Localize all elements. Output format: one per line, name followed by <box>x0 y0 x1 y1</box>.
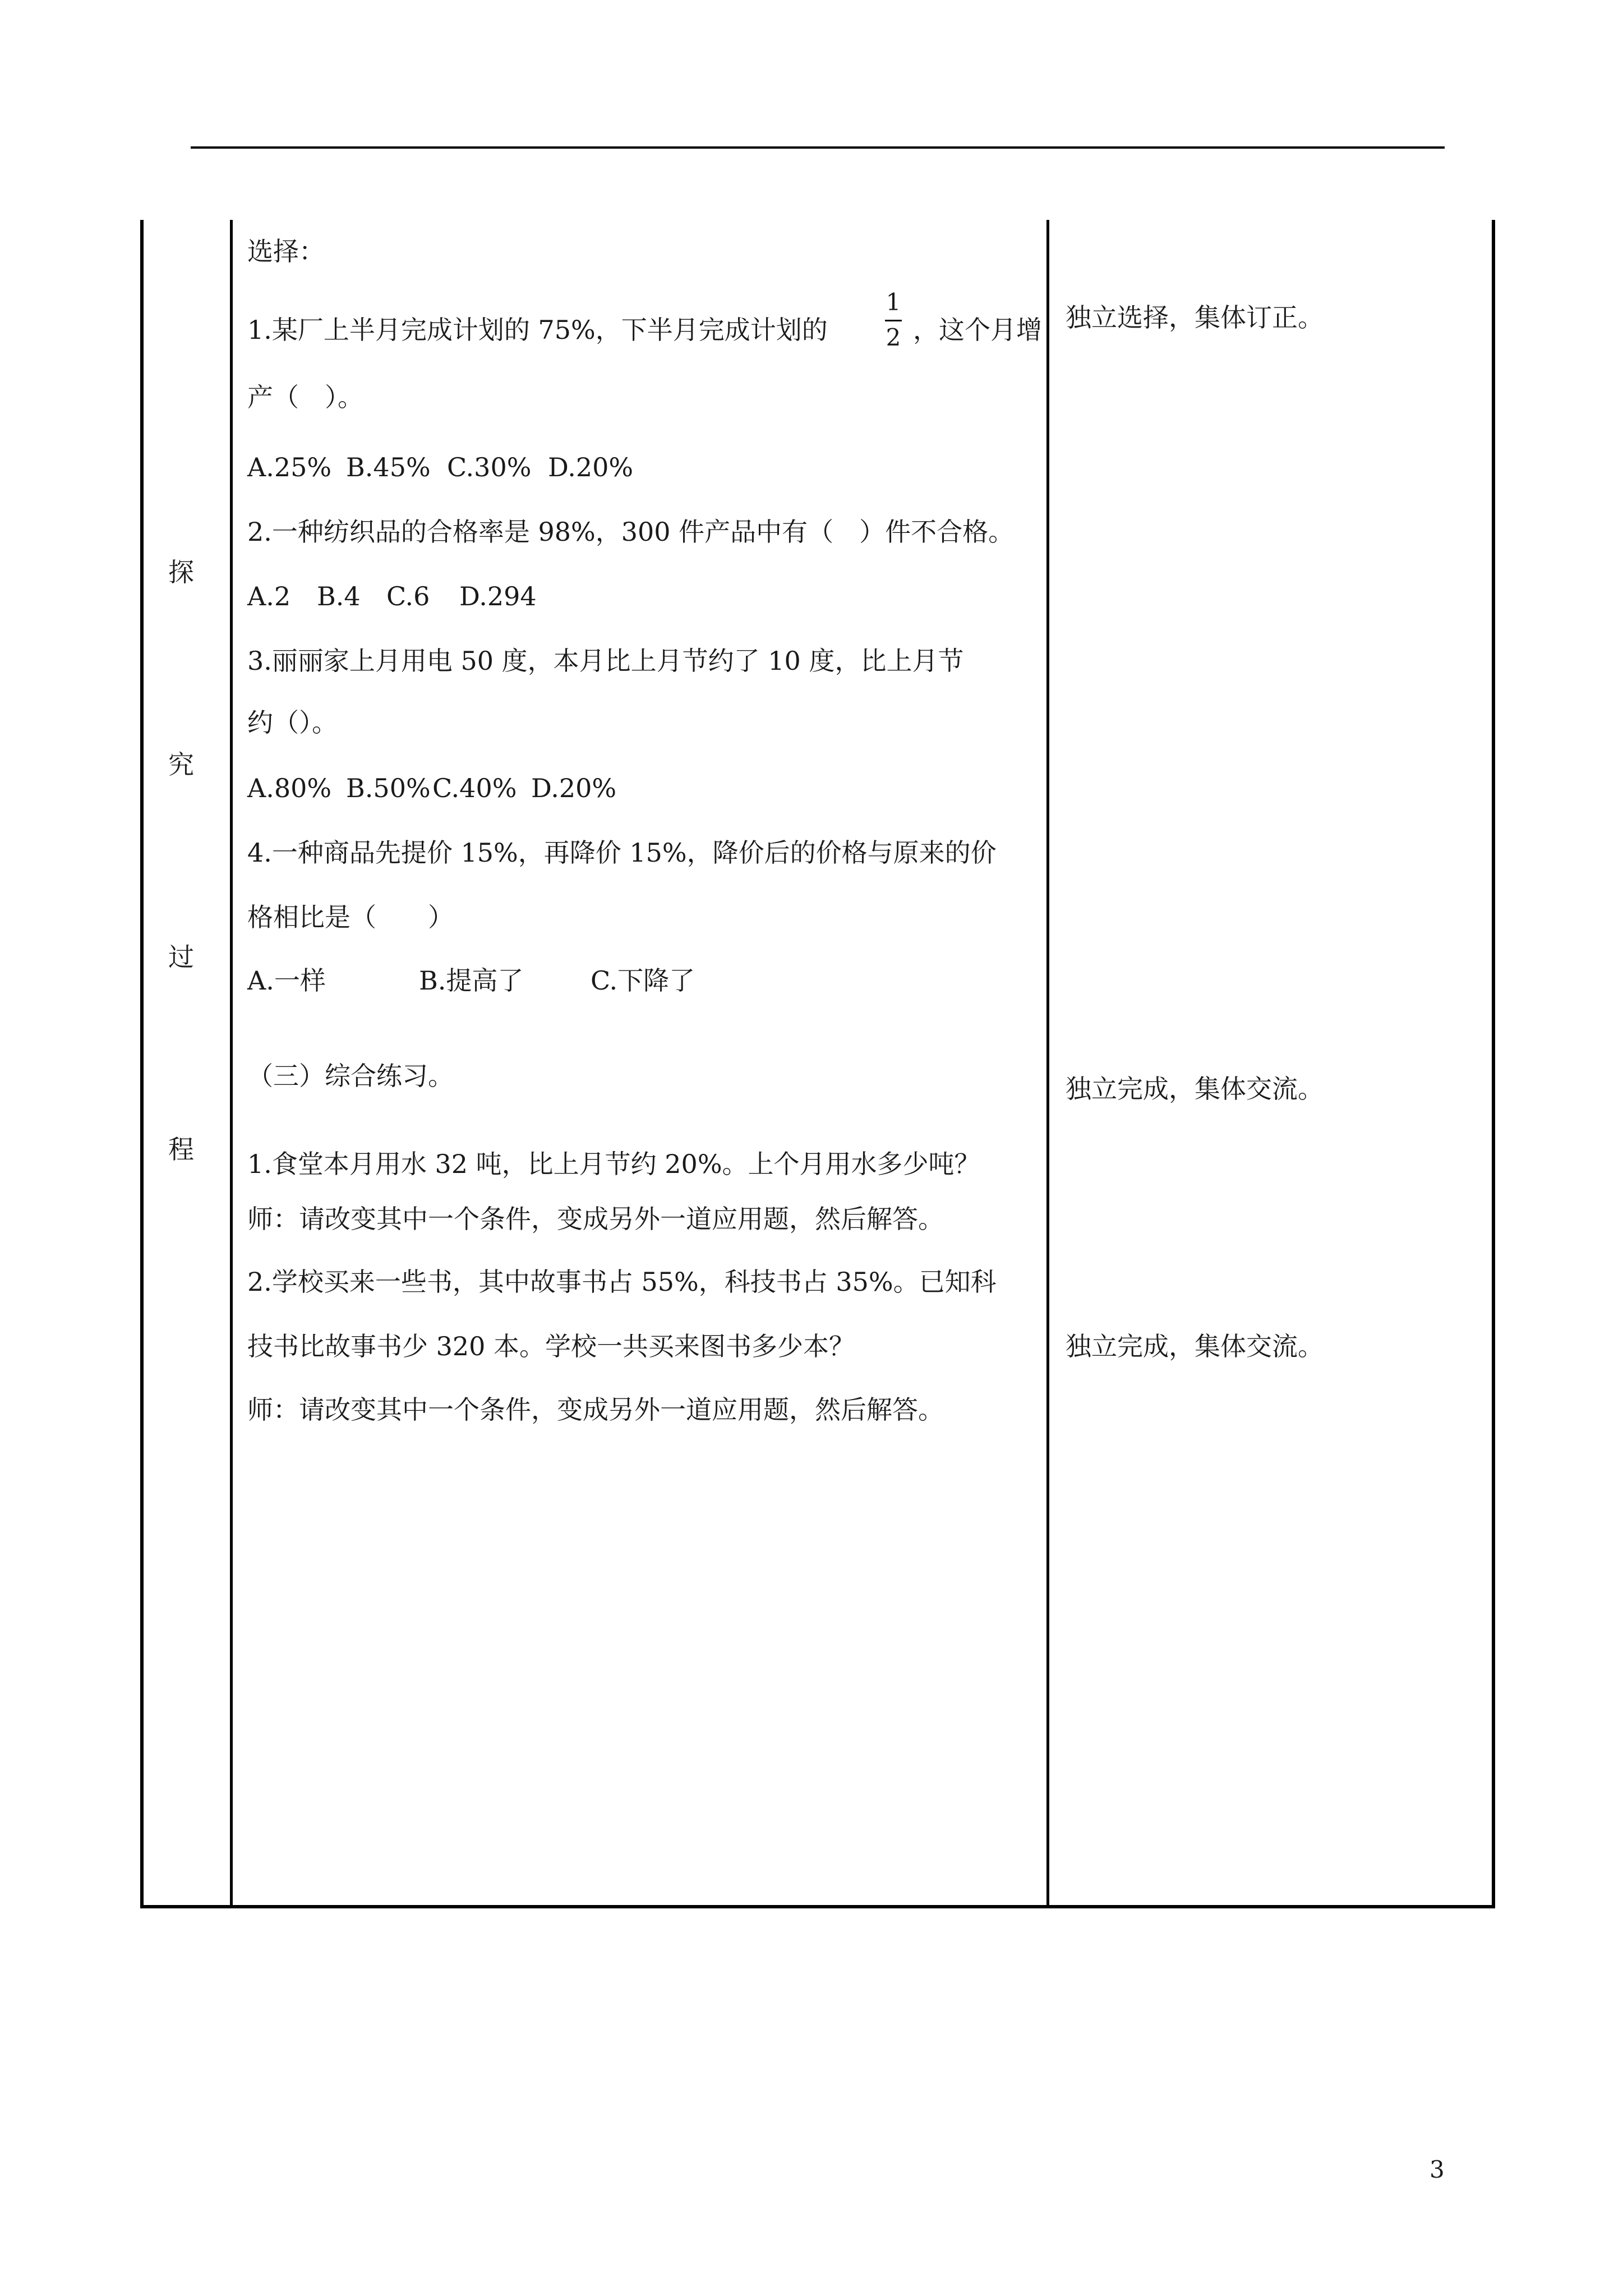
activity-note-3: 独立完成，集体交流。 <box>1066 1331 1324 1361</box>
side-label-char-3: 过 <box>168 942 194 972</box>
section-heading-practice: （三）综合练习。 <box>247 1061 454 1091</box>
problem-1-line-1: 1.食堂本月用水 32 吨，比上月节约 20%。上个月用水多少吨？ <box>247 1149 980 1179</box>
column-divider-right <box>1046 220 1049 1908</box>
option-b: B.提高了 <box>419 965 524 996</box>
question-3-line-2: 约（）。 <box>247 707 338 738</box>
option-d: D.20% <box>548 452 634 482</box>
side-label-char-2: 究 <box>168 749 194 780</box>
fraction-denominator: 2 <box>886 324 901 351</box>
option-b: B.45% <box>346 452 431 482</box>
question-3-options <box>247 775 616 801</box>
column-divider-left <box>230 220 233 1908</box>
fraction-numerator: 1 <box>886 288 901 316</box>
activity-note-1: 独立选择，集体订正。 <box>1066 302 1324 333</box>
header-rule <box>191 146 1445 149</box>
option-c: C.下降了 <box>591 965 695 996</box>
activity-note-2: 独立完成，集体交流。 <box>1066 1074 1324 1104</box>
problem-2-line-3: 师：请改变其中一个条件，变成另外一道应用题，然后解答。 <box>247 1395 944 1425</box>
option-b: B.50% <box>346 773 431 803</box>
fraction-bar <box>885 320 902 321</box>
option-c: C.30% <box>447 452 532 482</box>
option-a: A.2 <box>247 581 291 611</box>
question-1-line-1b: ，这个月增 <box>913 315 1042 345</box>
question-1-line-1a: 1.某厂上半月完成计划的 75%，下半月完成计划的 <box>247 315 828 345</box>
problem-2-line-2: 技书比故事书少 320 本。学校一共买来图书多少本？ <box>247 1331 855 1361</box>
question-2-options <box>247 583 537 609</box>
question-2-line-1: 2.一种纺织品的合格率是 98%，300 件产品中有（ ）件不合格。 <box>247 517 1015 547</box>
option-a: A.25% <box>247 452 332 482</box>
option-c: C.40% <box>432 773 517 803</box>
problem-2-line-1: 2.学校买来一些书，其中故事书占 55%，科技书占 35%。已知科 <box>247 1267 997 1297</box>
side-label-char-4: 程 <box>168 1134 194 1165</box>
option-a: A.80% <box>247 773 332 803</box>
page-number: 3 <box>1430 2156 1445 2183</box>
question-3-line-1: 3.丽丽家上月用电 50 度，本月比上月节约了 10 度，比上月节 <box>247 646 964 676</box>
problem-1-line-2: 师：请改变其中一个条件，变成另外一道应用题，然后解答。 <box>247 1204 944 1234</box>
question-4-line-2: 格相比是（ ） <box>247 902 454 932</box>
side-label-char-1: 探 <box>168 557 194 587</box>
question-4-line-1: 4.一种商品先提价 15%，再降价 15%，降价后的价格与原来的价 <box>247 838 997 868</box>
option-b: B.4 <box>317 581 361 611</box>
option-d: D.294 <box>459 581 537 611</box>
question-4-options <box>247 965 695 996</box>
question-1-options <box>247 454 633 480</box>
fraction-one-half <box>885 288 902 351</box>
option-c: C.6 <box>386 581 430 611</box>
section-heading-choice: 选择： <box>247 236 325 266</box>
option-d: D.20% <box>531 773 617 803</box>
option-a: A.一样 <box>247 965 326 996</box>
question-1-line-2: 产（ ）。 <box>247 382 363 412</box>
